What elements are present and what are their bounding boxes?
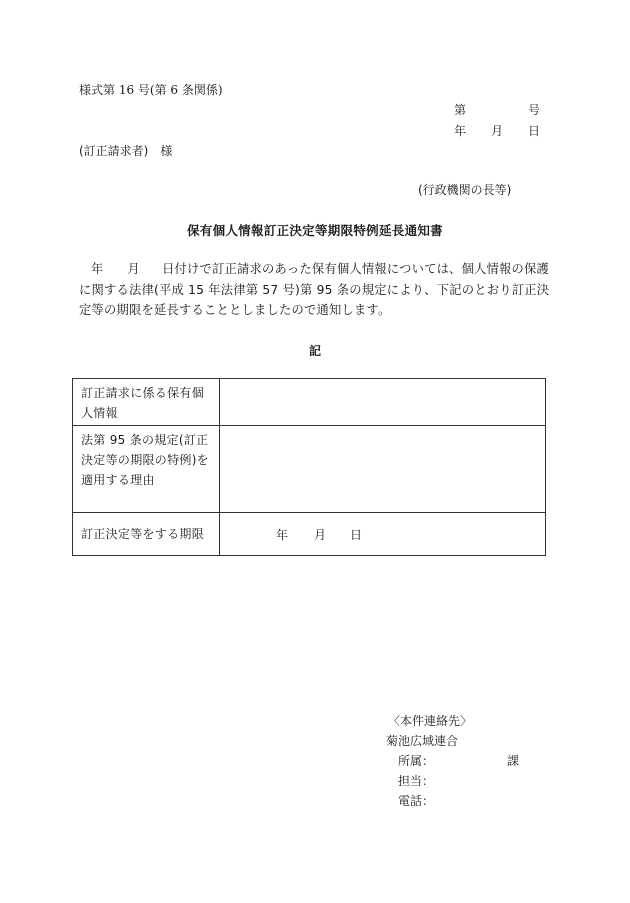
contact-phone-label: 電話： xyxy=(398,794,435,808)
deadline-day: 日 xyxy=(350,528,363,542)
contact-dept-suffix: 課 xyxy=(507,754,520,768)
row2-value xyxy=(220,426,546,513)
addressee: (訂正請求者) 様 xyxy=(79,144,173,158)
row3-label: 訂正決定等をする期限 xyxy=(73,513,220,556)
table-row xyxy=(73,379,546,426)
date-day-label: 日 xyxy=(528,124,541,138)
contact-dept-label: 所属： xyxy=(398,754,435,768)
serial-go-label: 号 xyxy=(528,103,541,117)
notice-body xyxy=(79,259,554,321)
body-month: 月 xyxy=(127,262,140,276)
serial-dai-label: 第 xyxy=(454,103,467,117)
date-year-label: 年 xyxy=(454,124,467,138)
row3-value xyxy=(220,513,546,556)
body-text: 日付けで訂正請求のあった保有個人情報については、個人情報の保護に関する法律(平成 15 年法律第 57 号)第 95 条の規定により、下記のとおり訂正決定等の期限を延長することとしましたので通知します。 xyxy=(79,262,550,317)
deadline-month: 月 xyxy=(314,528,327,542)
contact-heading: 〈本件連絡先〉 xyxy=(388,714,473,728)
contact-organization: 菊池広域連合 xyxy=(386,734,459,748)
row1-value xyxy=(220,379,546,426)
date-month-label: 月 xyxy=(491,124,504,138)
detail-table xyxy=(72,378,546,556)
ki-heading: 記 xyxy=(308,344,321,358)
deadline-year: 年 xyxy=(276,528,289,542)
table-row xyxy=(73,426,546,513)
table-row xyxy=(73,513,546,556)
sender: (行政機関の長等) xyxy=(418,183,512,197)
body-year: 年 xyxy=(91,262,104,276)
form-number: 様式第 16 号(第 6 条関係) xyxy=(79,83,223,97)
contact-person-label: 担当： xyxy=(398,774,435,788)
row1-label: 訂正請求に係る保有個人情報 xyxy=(73,379,220,426)
row2-label: 法第 95 条の規定(訂正決定等の期限の特例)を適用する理由 xyxy=(73,426,220,513)
document-title: 保有個人情報訂正決定等期限特例延長通知書 xyxy=(186,223,443,238)
